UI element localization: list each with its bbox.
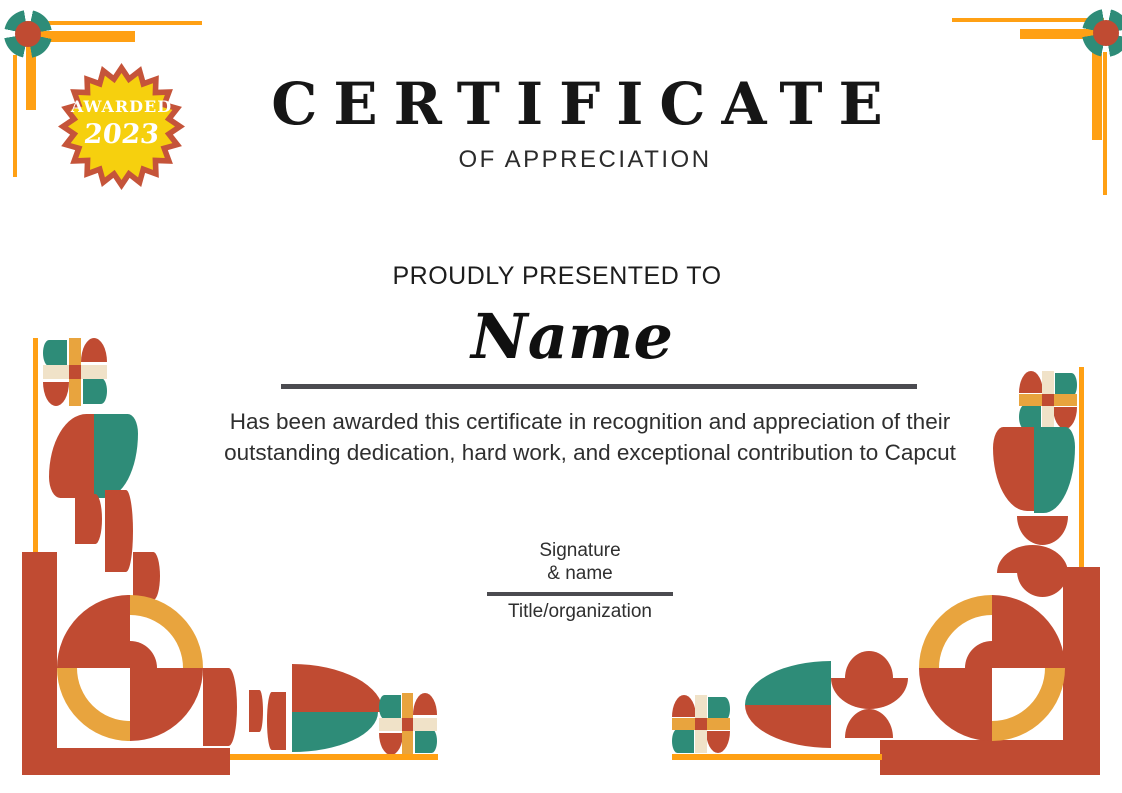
signature-line <box>487 592 673 596</box>
flower-petal <box>706 731 730 753</box>
presented-to-label: PROUDLY PRESENTED TO <box>392 262 722 290</box>
flower-petal <box>43 340 67 366</box>
flower-petal <box>379 695 401 719</box>
badge-year: 2023 <box>82 119 161 150</box>
plant-leaf-left <box>993 427 1034 511</box>
half-disc <box>845 709 893 738</box>
half-disc <box>249 690 263 732</box>
leaf <box>292 712 378 752</box>
flower-center <box>402 718 413 731</box>
half-disc <box>75 494 102 544</box>
leaf <box>745 661 831 705</box>
orange-baseline <box>672 754 882 760</box>
certificate-title: CERTIFICATE <box>271 70 899 138</box>
half-disc <box>1017 516 1068 545</box>
flower-petal <box>81 338 107 362</box>
leaf <box>745 705 831 748</box>
half-disc <box>267 692 286 750</box>
bottom-right-ornament <box>660 330 1122 793</box>
half-disc <box>831 678 908 709</box>
frame-vertical-bar <box>22 552 57 775</box>
signature-label-line2: & name <box>547 563 613 584</box>
quartered-circle <box>57 595 203 741</box>
flower-petal <box>672 695 696 717</box>
flower-petal <box>379 733 403 755</box>
thick-horizontal-bar <box>38 31 135 42</box>
flower-petal <box>413 693 437 715</box>
plant-leaf-right <box>1034 427 1075 513</box>
orange-stem-line <box>33 338 38 553</box>
half-disc <box>997 545 1068 573</box>
orange-baseline <box>230 754 438 760</box>
flower-center <box>1042 394 1054 406</box>
badge-label: AWARDED <box>70 97 173 116</box>
flower-petal <box>1019 405 1041 429</box>
thin-horizontal-line <box>952 18 1104 22</box>
quartered-circle <box>919 595 1065 741</box>
thin-vertical-line <box>13 55 17 177</box>
flower-center-dot <box>1093 20 1119 46</box>
leaf <box>292 664 383 712</box>
description-line-2: outstanding dedication, hard work, and exceptional contribution to Capcut <box>224 440 956 465</box>
half-disc <box>203 668 237 746</box>
flower-petal <box>672 729 694 753</box>
signature-label-line1: Signature <box>539 540 621 561</box>
frame-horizontal-bar <box>22 748 230 775</box>
frame-horizontal-bar <box>880 740 1100 775</box>
plant-leaf-right <box>94 414 138 498</box>
top-right-corner-ornament <box>900 0 1122 210</box>
thick-vertical-bar <box>1092 46 1102 140</box>
flower-petal <box>83 378 107 404</box>
certificate-subtitle: OF APPRECIATION <box>458 146 712 173</box>
flower-center <box>69 365 81 379</box>
circle-arc <box>889 565 1095 771</box>
half-disc <box>845 651 893 678</box>
recipient-name: Name <box>471 300 673 373</box>
thin-vertical-line <box>1103 52 1107 195</box>
half-disc <box>105 490 133 572</box>
flower-petal <box>415 729 437 753</box>
half-disc <box>1017 571 1068 597</box>
plant-leaf-left <box>49 414 94 498</box>
signature-org-label: Title/organization <box>508 601 652 622</box>
flower-petal <box>43 382 69 406</box>
flower-petal <box>1053 407 1077 429</box>
flower-center <box>695 718 707 730</box>
bottom-left-ornament <box>0 330 460 793</box>
description-line-1: Has been awarded this certificate in recognition and appreciation of their <box>229 409 951 434</box>
flower-center-dot <box>15 21 41 47</box>
half-disc <box>133 552 160 600</box>
orange-stem-line <box>1079 367 1084 570</box>
award-badge <box>58 63 185 190</box>
flower-petal <box>1019 371 1043 393</box>
